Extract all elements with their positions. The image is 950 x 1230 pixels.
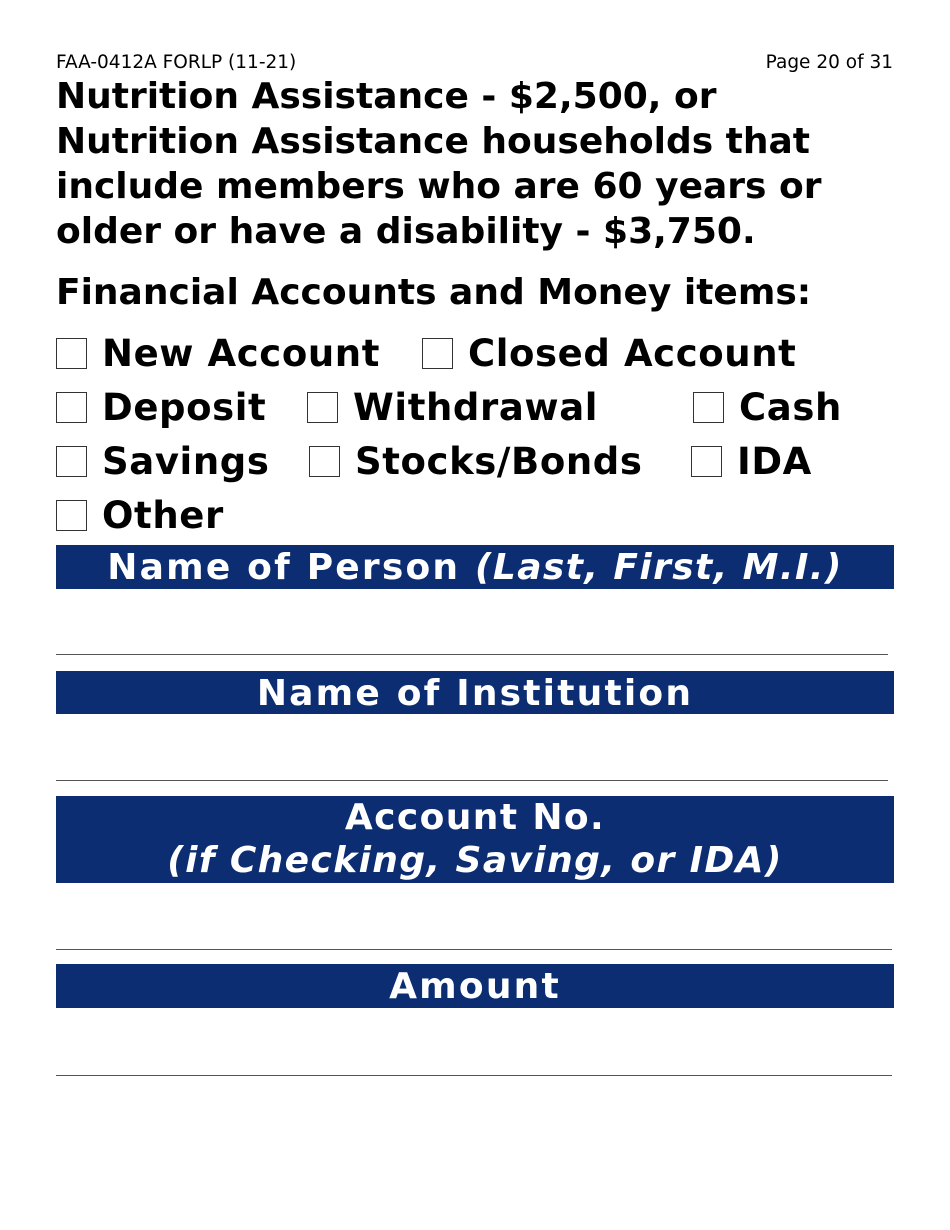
page-number: Page 20 of 31 bbox=[765, 52, 893, 73]
withdrawal-label: Withdrawal bbox=[353, 385, 599, 429]
deposit-checkbox[interactable] bbox=[56, 392, 87, 423]
ida-label: IDA bbox=[737, 439, 812, 483]
closed-account-checkbox[interactable] bbox=[422, 338, 453, 369]
closed-account-label: Closed Account bbox=[468, 331, 797, 375]
stocks-bonds-label: Stocks/Bonds bbox=[355, 439, 643, 483]
new-account-label: New Account bbox=[102, 331, 381, 375]
account-no-label: Account No. bbox=[344, 797, 606, 838]
withdrawal-option[interactable] bbox=[307, 387, 598, 427]
person-name-hint: (Last, First, M.I.) bbox=[475, 547, 843, 588]
stocks-bonds-option[interactable] bbox=[309, 441, 643, 481]
ida-checkbox[interactable] bbox=[691, 446, 722, 477]
cash-checkbox[interactable] bbox=[693, 392, 724, 423]
closed-account-option[interactable] bbox=[422, 333, 796, 373]
account-no-hint: (if Checking, Saving, or IDA) bbox=[167, 840, 783, 881]
savings-checkbox[interactable] bbox=[56, 446, 87, 477]
savings-label: Savings bbox=[102, 439, 270, 483]
withdrawal-checkbox[interactable] bbox=[307, 392, 338, 423]
stocks-bonds-checkbox[interactable] bbox=[309, 446, 340, 477]
institution-header bbox=[56, 671, 894, 714]
amount-label: Amount bbox=[389, 966, 561, 1007]
deposit-option[interactable] bbox=[56, 387, 266, 427]
other-checkbox[interactable] bbox=[56, 500, 87, 531]
account-no-field[interactable] bbox=[56, 949, 892, 950]
ida-option[interactable] bbox=[691, 441, 812, 481]
new-account-option[interactable] bbox=[56, 333, 380, 373]
institution-field[interactable] bbox=[56, 780, 888, 781]
asset-limit-text: Nutrition Assistance - $2,500, or Nutrition Assistance households that include members who are 60 years or older or have a disability - $3,750. bbox=[56, 76, 822, 252]
form-id: FAA-0412A FORLP (11-21) bbox=[56, 52, 297, 73]
institution-label: Name of Institution bbox=[256, 673, 694, 714]
financial-accounts-title: Financial Accounts and Money items: bbox=[56, 272, 812, 313]
person-name-field[interactable] bbox=[56, 654, 888, 655]
person-name-header bbox=[56, 545, 894, 589]
person-name-label: Name of Person bbox=[107, 547, 461, 588]
other-label: Other bbox=[102, 493, 224, 537]
new-account-checkbox[interactable] bbox=[56, 338, 87, 369]
account-no-header bbox=[56, 796, 894, 883]
amount-header bbox=[56, 964, 894, 1008]
savings-option[interactable] bbox=[56, 441, 269, 481]
cash-label: Cash bbox=[739, 385, 842, 429]
other-option[interactable] bbox=[56, 495, 224, 535]
amount-field[interactable] bbox=[56, 1075, 892, 1076]
cash-option[interactable] bbox=[693, 387, 842, 427]
deposit-label: Deposit bbox=[102, 385, 267, 429]
